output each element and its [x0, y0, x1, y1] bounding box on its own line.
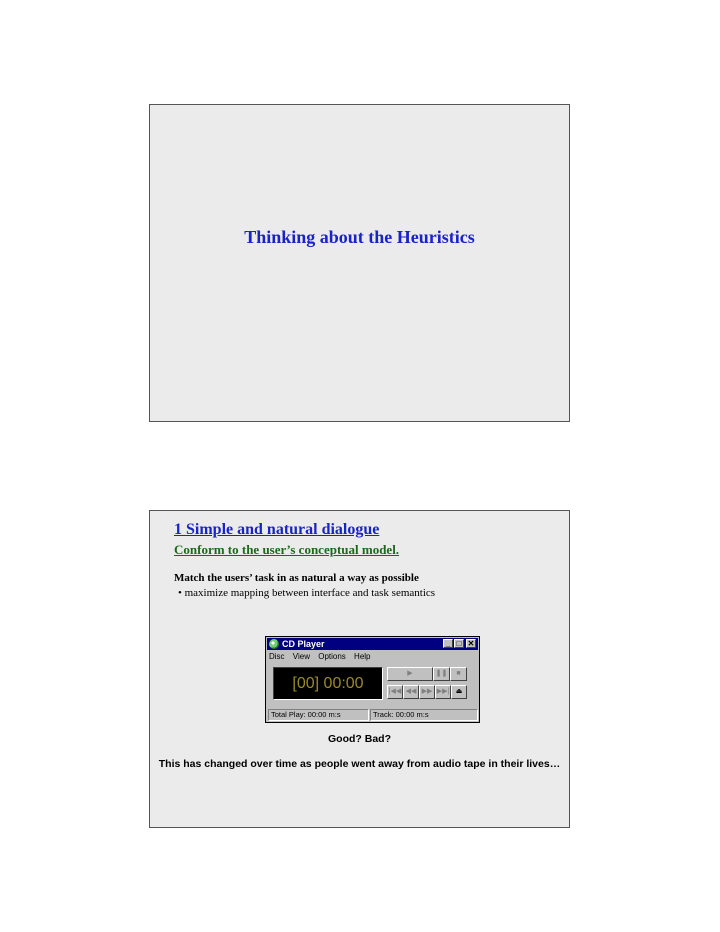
cd-player-title: CD Player — [282, 639, 325, 649]
cd-player-window — [265, 636, 480, 723]
slide-2-bullet: • maximize mapping between interface and task semantics — [178, 587, 436, 599]
cd-menubar — [269, 652, 377, 663]
stop-button[interactable]: ■ — [450, 667, 467, 681]
slide-2 — [149, 510, 570, 828]
rewind-button[interactable]: ◀◀ — [403, 685, 419, 699]
fast-forward-button[interactable]: ▶▶ — [419, 685, 435, 699]
slide-2-heading: 1 Simple and natural dialogue — [174, 521, 380, 538]
menu-help[interactable]: Help — [354, 652, 371, 661]
menu-view[interactable]: View — [292, 652, 310, 661]
slide-2-caption: Good? Bad? — [328, 733, 391, 745]
maximize-button[interactable]: □ — [454, 639, 464, 648]
slide-2-point: Match the users’ task in as natural a way as possible — [174, 572, 419, 584]
slide-1 — [149, 104, 570, 422]
pause-button[interactable]: ❚❚ — [433, 667, 450, 681]
next-track-button[interactable]: ▶▶| — [435, 685, 451, 699]
cd-disc-icon — [269, 639, 279, 649]
previous-track-button[interactable]: |◀◀ — [387, 685, 403, 699]
eject-button[interactable]: ⏏ — [451, 685, 467, 699]
slide-2-note: This has changed over time as people went away from audio tape in their lives… — [158, 758, 561, 770]
total-play-status: Total Play: 00:00 m:s — [268, 709, 369, 721]
close-button[interactable]: ✕ — [467, 639, 475, 648]
menu-options[interactable]: Options — [318, 652, 346, 661]
slide-2-subheading: Conform to the user’s conceptual model. — [174, 542, 400, 557]
play-button[interactable]: ▶ — [387, 667, 433, 681]
menu-disc[interactable]: Disc — [269, 652, 285, 661]
track-status: Track: 00:00 m:s — [370, 709, 478, 721]
slide-1-title: Thinking about the Heuristics — [244, 227, 475, 247]
cd-time-display: [00] 00:00 — [273, 667, 383, 700]
cd-player-titlebar[interactable] — [267, 638, 478, 650]
minimize-button[interactable]: _ — [443, 639, 453, 648]
